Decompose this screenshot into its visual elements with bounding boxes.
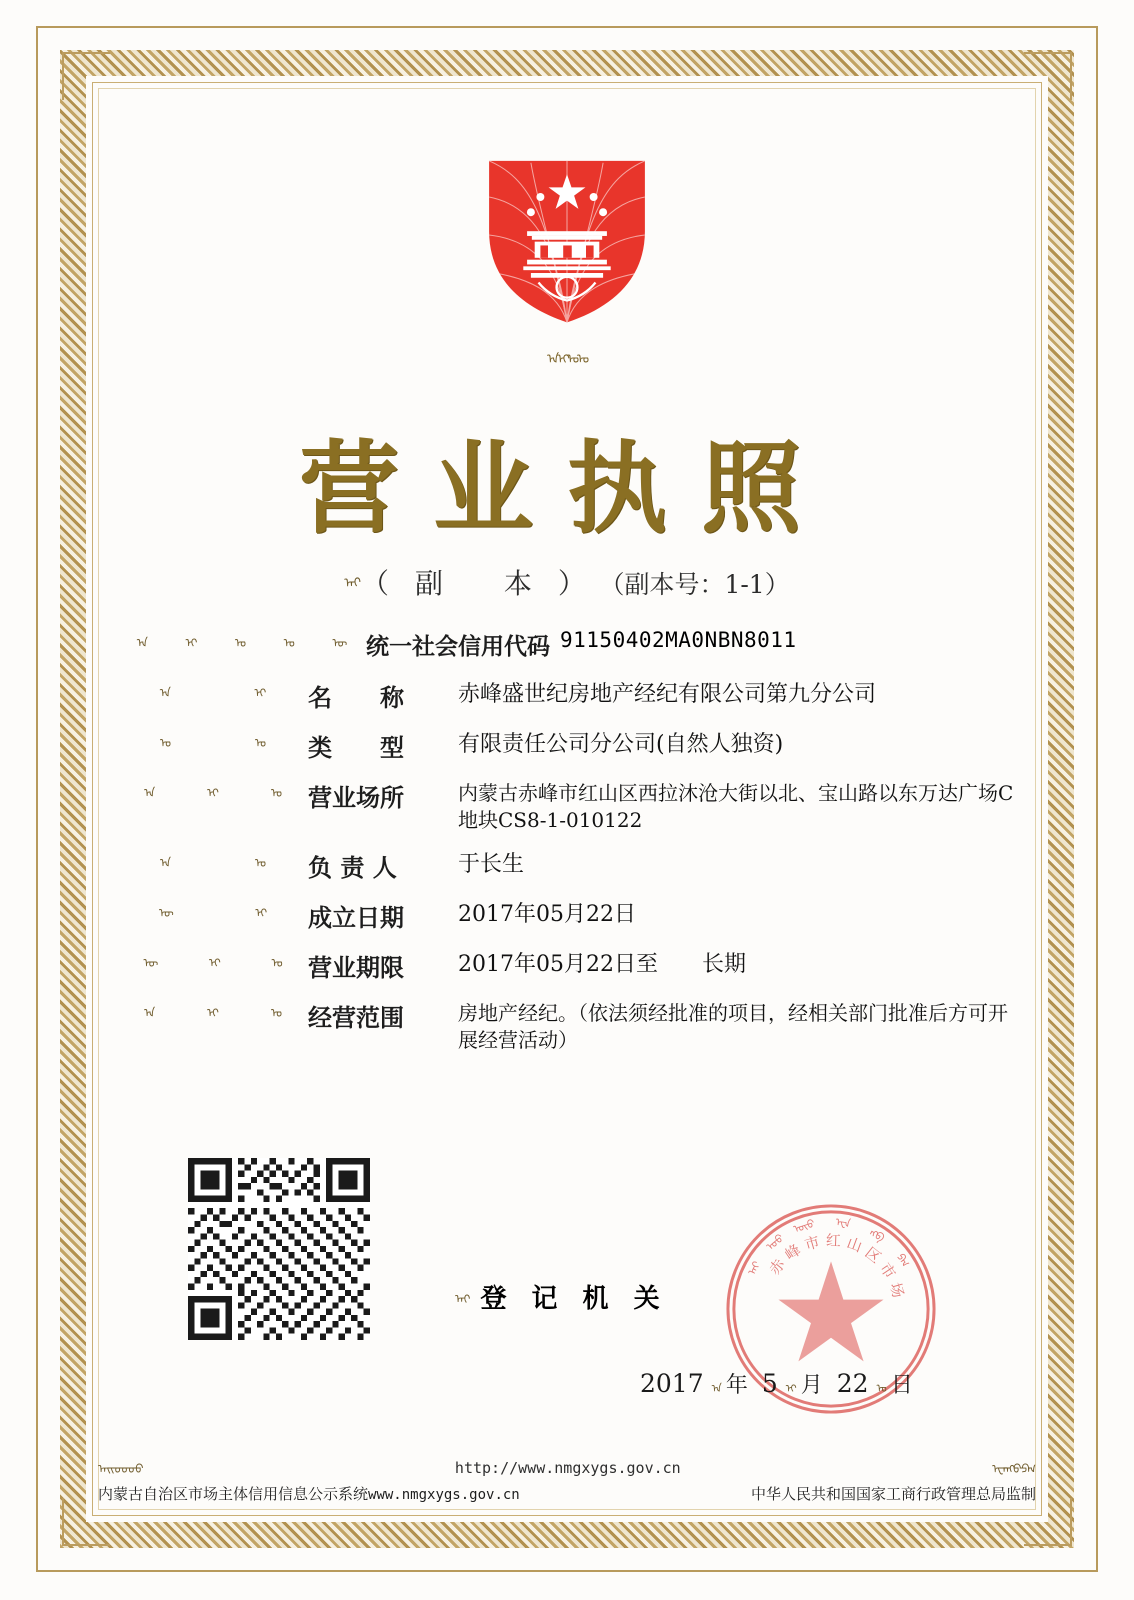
corner-ornament-bottom-right [1024,1498,1072,1546]
document-title: 营业执照 [299,429,835,547]
svg-text:赤: 赤 [765,1255,789,1279]
seal-star-icon [778,1261,883,1361]
national-emblem-icon [472,140,662,330]
mongolian-glyph: ᠣ [567,352,580,367]
svg-text:ᠠᠢ: ᠠᠢ [745,1259,764,1278]
title-mongolian-row [0,352,1134,367]
field-row-name [118,678,1018,714]
mongolian-glyph: ᠤ [577,352,590,367]
mongolian-footer-left: ᠠᠢᠣᠤᠥᠦ [98,1462,144,1476]
registry-authority-label: 登 记 机 关 [480,1284,668,1314]
field-row-establish-date [118,898,1018,934]
credit-code-value: 91150402MA0NBN8011 [560,628,797,652]
mongolian-glyph: ᠠ [547,352,560,367]
subtitle-mongolian: ᠠᠢ [344,576,362,591]
svg-text:ᠥᠦ: ᠥᠦ [791,1216,817,1237]
mongolian-label-credit-code: ᠠ ᠢ ᠣ ᠤ ᠥ [136,636,348,650]
svg-text:市: 市 [876,1259,900,1282]
issue-date-line [640,1368,927,1399]
field-value-establish-date: 2017年05月22日 [458,902,636,927]
svg-text:区: 区 [861,1243,885,1267]
footer-system-name: 内蒙古自治区市场主体信用信息公示系统 [98,1485,369,1503]
field-value-type: 有限责任公司分公司(自然人独资) [458,732,784,757]
field-label-type: 类 型 [308,733,404,762]
issue-day: 22 [836,1369,869,1398]
registry-authority-row [455,1278,668,1315]
credit-code-label: 统一社会信用代码 [366,633,550,660]
field-label-name: 名 称 [308,683,404,712]
issue-year: 2017 [640,1369,704,1398]
footer-top-line [98,1456,1036,1477]
mongolian-label-business-term: ᠥ ᠢ ᠣ [143,956,283,970]
document-subtitle [0,562,1134,602]
svg-text:山: 山 [844,1233,865,1256]
document-footer [98,1456,1036,1504]
mongolian-label-responsible-person: ᠠ ᠤ [159,856,267,870]
field-row-type [118,728,1018,764]
mongolian-label-address: ᠠ ᠢ ᠣ [143,786,283,800]
mongolian-marker-year: ᠠ [711,1382,722,1395]
footer-url-top[interactable]: http://www.nmgxygs.gov.cn [454,1459,681,1477]
field-label-establish-date: 成立日期 [308,903,404,932]
field-row-address [118,778,1018,834]
issue-year-label: 年 [725,1373,748,1398]
corner-ornament-bottom-left [62,1498,110,1546]
corner-ornament-top-right [1024,52,1072,100]
svg-text:市: 市 [802,1232,822,1254]
mongolian-label-establish-date: ᠥ ᠢ [158,906,268,920]
field-value-business-term: 2017年05月22日至 长期 [458,952,746,977]
mongolian-footer-right: ᠧᠨᠩᠪᠫᠬ [992,1462,1036,1476]
svg-text:ᠣᠤ: ᠣᠤ [763,1231,787,1254]
field-value-business-scope: 房地产经纪。（依法须经批准的项目，经相关部门批准后方可开展经营活动） [458,1001,1008,1052]
field-label-responsible-person: 负 责 人 [308,853,397,882]
svg-text:ᠩᠪ: ᠩᠪ [867,1225,887,1245]
svg-text:峰: 峰 [781,1240,804,1264]
mongolian-label-registry: ᠠᠢ [455,1292,471,1306]
field-label-business-term: 营业期限 [308,953,404,982]
svg-text:场: 场 [886,1280,908,1300]
svg-text:ᠫᠬ: ᠫᠬ [893,1251,912,1270]
mongolian-label-business-scope: ᠠ ᠢ ᠣ [143,1006,283,1020]
svg-text:ᠧᠨ: ᠧᠨ [834,1215,852,1231]
field-list [118,628,1018,1068]
svg-text:红: 红 [825,1231,842,1250]
issue-month: 5 [761,1369,778,1398]
mongolian-label-name: ᠠ ᠢ [159,686,267,700]
field-label-address: 营业场所 [308,783,404,812]
mongolian-glyph: ᠢ [557,352,570,367]
footer-issuer: 中华人民共和国国家工商行政管理总局监制 [750,1485,1036,1503]
mongolian-label-type: ᠣ ᠤ [159,736,267,750]
field-row-business-scope [118,998,1018,1054]
footer-bottom-line [98,1483,1036,1504]
field-row-credit-code [118,628,1018,664]
issue-month-label: 月 [800,1373,823,1398]
field-label-business-scope: 经营范围 [308,1003,404,1032]
issue-day-label: 日 [890,1373,913,1398]
field-row-business-term [118,948,1018,984]
corner-ornament-top-left [62,52,110,100]
footer-system-url[interactable]: www.nmgxygs.gov.cn [368,1487,520,1503]
qr-code [188,1158,370,1340]
field-value-responsible-person: 于长生 [458,852,525,877]
field-value-name: 赤峰盛世纪房地产经纪有限公司第九分公司 [458,682,877,707]
mongolian-marker-month: ᠢ [785,1382,797,1395]
copy-number: （副本号：1-1） [611,570,790,599]
field-value-address: 内蒙古赤峰市红山区西拉沐沧大街以北、宝山路以东万达广场C地块CS8-1-010122 [458,781,1014,832]
field-row-responsible-person [118,848,1018,884]
copy-label: （副 本） [361,567,612,600]
mongolian-marker-day: ᠣ [876,1382,887,1395]
